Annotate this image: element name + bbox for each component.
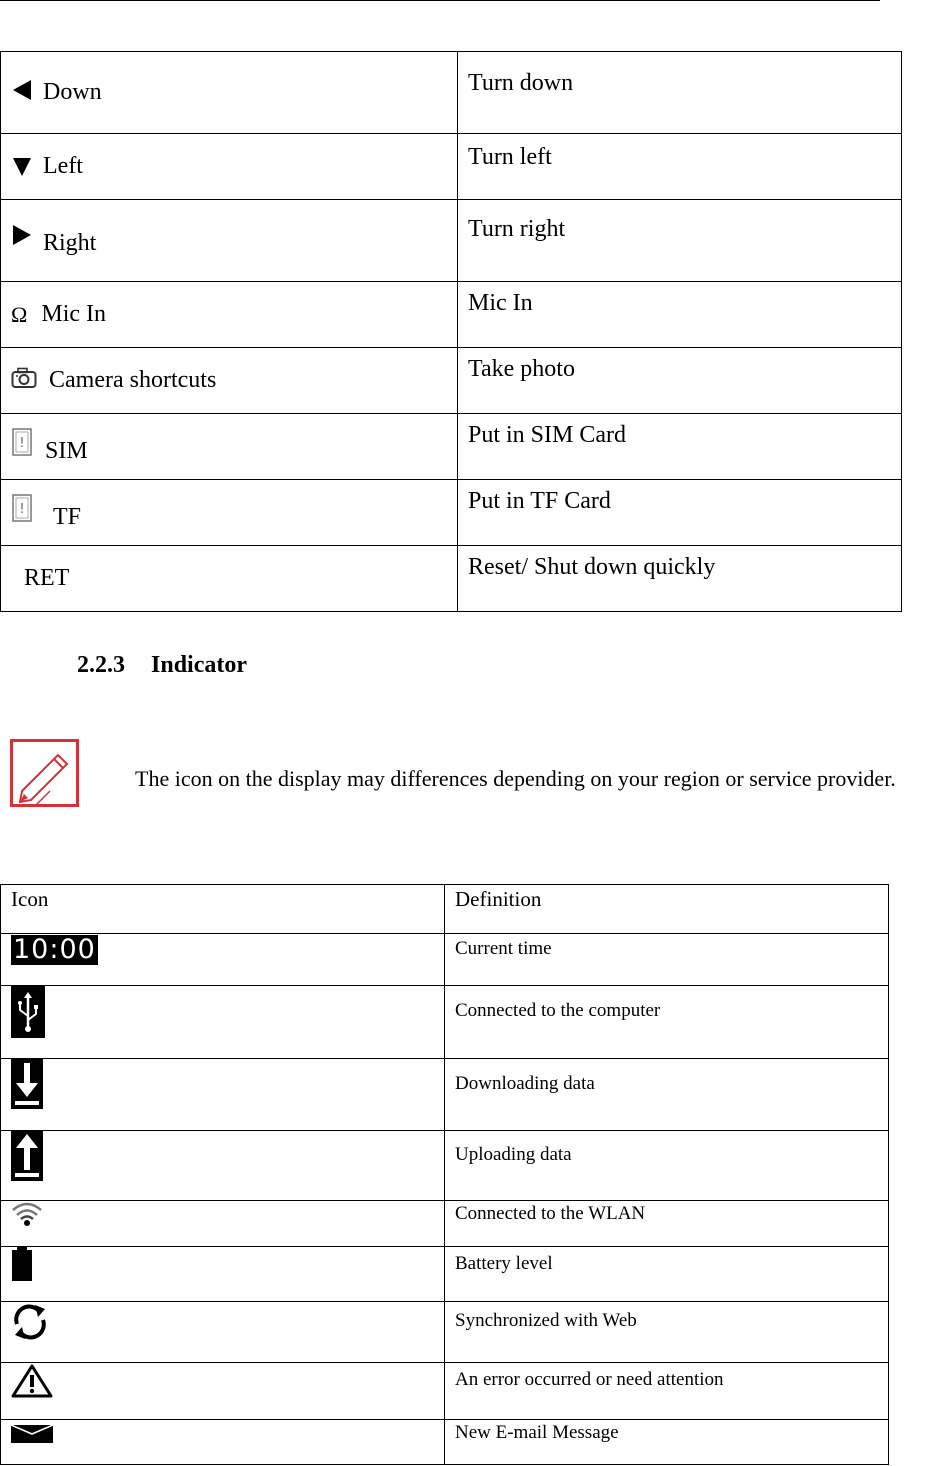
indicators-table — [0, 884, 889, 1465]
key-cell — [1, 414, 458, 480]
upload-icon — [11, 1131, 43, 1181]
time-icon: 10:00 — [13, 934, 96, 965]
definition-cell: New E-mail Message — [445, 1420, 889, 1465]
warning-icon — [11, 1363, 53, 1399]
function-cell: Reset/ Shut down quickly — [458, 546, 902, 612]
key-cell — [1, 546, 458, 612]
section-heading — [77, 652, 247, 679]
table-row — [1, 1201, 889, 1247]
key-cell — [1, 480, 458, 546]
note-pencil-icon — [10, 739, 80, 807]
section-title: Indicator — [151, 652, 247, 678]
section-number: 2.2.3 — [77, 652, 125, 678]
function-cell: Turn down — [458, 52, 902, 134]
function-cell: Take photo — [458, 348, 902, 414]
definition-cell: An error occurred or need attention — [445, 1363, 889, 1420]
table-row — [1, 200, 902, 282]
definition-cell: Connected to the WLAN — [445, 1201, 889, 1247]
sync-icon — [11, 1302, 49, 1342]
keys-table — [0, 51, 902, 612]
table-row — [1, 1420, 889, 1465]
key-label: Camera shortcuts — [49, 367, 217, 393]
key-cell — [1, 282, 458, 348]
function-cell: Mic In — [458, 282, 902, 348]
definition-cell: Battery level — [445, 1247, 889, 1302]
table-row — [1, 52, 902, 134]
sim-card-icon — [11, 494, 33, 522]
table-row — [1, 1131, 889, 1201]
header-definition: Definition — [445, 885, 889, 934]
table-row — [1, 348, 902, 414]
function-cell: Put in SIM Card — [458, 414, 902, 480]
key-label: Right — [43, 230, 97, 256]
table-row — [1, 134, 902, 200]
svg-text:!: ! — [19, 502, 25, 517]
key-label: Left — [43, 153, 83, 179]
function-cell: Turn left — [458, 134, 902, 200]
left-triangle-icon — [11, 79, 33, 101]
table-row — [1, 1302, 889, 1363]
key-label: Down — [43, 79, 102, 105]
header-icon: Icon — [1, 885, 445, 934]
table-row — [1, 414, 902, 480]
wifi-icon — [11, 1201, 43, 1227]
table-row — [1, 546, 902, 612]
definition-cell: Downloading data — [445, 1059, 889, 1131]
svg-text:!: ! — [19, 436, 25, 451]
key-label: TF — [53, 504, 82, 530]
top-rule — [0, 0, 880, 1]
camera-icon — [11, 367, 37, 389]
table-row — [1, 282, 902, 348]
down-triangle-icon — [11, 156, 33, 178]
table-row — [1, 1247, 889, 1302]
function-cell: Turn right — [458, 200, 902, 282]
email-icon — [11, 1425, 53, 1445]
table-header-row — [1, 885, 889, 934]
definition-cell: Connected to the computer — [445, 986, 889, 1059]
definition-cell: Current time — [445, 934, 889, 986]
definition-cell: Uploading data — [445, 1131, 889, 1201]
key-cell — [1, 348, 458, 414]
battery-icon — [11, 1247, 33, 1281]
table-row — [1, 934, 889, 986]
table-row — [1, 1059, 889, 1131]
table-row — [1, 1363, 889, 1420]
table-row — [1, 986, 889, 1059]
definition-cell: Synchronized with Web — [445, 1302, 889, 1363]
key-cell — [1, 200, 458, 282]
right-triangle-icon — [11, 224, 33, 246]
key-label: Mic In — [41, 300, 107, 327]
table-row — [1, 480, 902, 546]
omega-icon: Ω — [11, 302, 28, 328]
note-text: The icon on the display may differences depending on your region or service provider. — [135, 766, 896, 791]
key-cell — [1, 52, 458, 134]
usb-icon — [11, 986, 45, 1038]
key-label: RET — [24, 565, 70, 591]
key-cell — [1, 134, 458, 200]
key-label: SIM — [45, 438, 88, 464]
sim-card-icon — [11, 428, 33, 456]
function-cell: Put in TF Card — [458, 480, 902, 546]
download-icon — [11, 1059, 43, 1109]
